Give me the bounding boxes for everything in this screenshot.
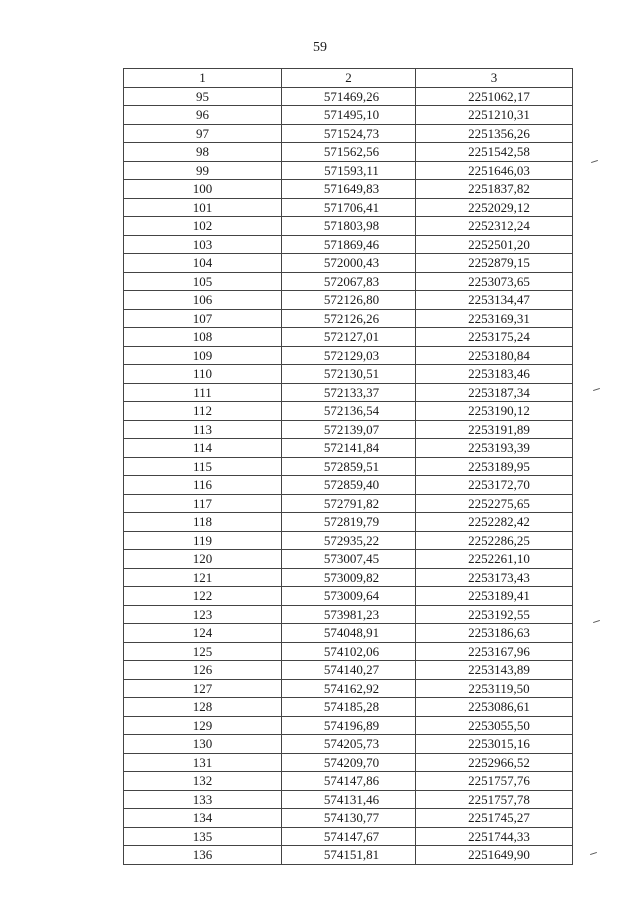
table-row xyxy=(124,161,573,180)
point-number-cell: 115 xyxy=(124,457,282,476)
point-number-cell: 121 xyxy=(124,568,282,587)
x-coordinate-cell: 572133,37 xyxy=(282,383,416,402)
y-coordinate-cell: 2251837,82 xyxy=(416,180,573,199)
y-coordinate-cell: 2252275,65 xyxy=(416,494,573,513)
table-row xyxy=(124,661,573,680)
table-row xyxy=(124,494,573,513)
y-coordinate-cell: 2253055,50 xyxy=(416,716,573,735)
y-coordinate-cell: 2253119,50 xyxy=(416,679,573,698)
table-row xyxy=(124,124,573,143)
table-row xyxy=(124,198,573,217)
y-coordinate-cell: 2253189,95 xyxy=(416,457,573,476)
point-number-cell: 98 xyxy=(124,143,282,162)
table-row xyxy=(124,772,573,791)
y-coordinate-cell: 2253073,65 xyxy=(416,272,573,291)
x-coordinate-cell: 572859,40 xyxy=(282,476,416,495)
y-coordinate-cell: 2253086,61 xyxy=(416,698,573,717)
x-coordinate-cell: 572141,84 xyxy=(282,439,416,458)
y-coordinate-cell: 2251356,26 xyxy=(416,124,573,143)
table-row xyxy=(124,698,573,717)
point-number-cell: 107 xyxy=(124,309,282,328)
table-row xyxy=(124,346,573,365)
table-row xyxy=(124,328,573,347)
y-coordinate-cell: 2253186,63 xyxy=(416,624,573,643)
y-coordinate-cell: 2253192,55 xyxy=(416,605,573,624)
y-coordinate-cell: 2253169,31 xyxy=(416,309,573,328)
table-row xyxy=(124,809,573,828)
column-header: 1 xyxy=(124,69,282,88)
table-row xyxy=(124,439,573,458)
point-number-cell: 129 xyxy=(124,716,282,735)
table-row xyxy=(124,735,573,754)
y-coordinate-cell: 2252286,25 xyxy=(416,531,573,550)
y-coordinate-cell: 2253189,41 xyxy=(416,587,573,606)
point-number-cell: 102 xyxy=(124,217,282,236)
x-coordinate-cell: 574162,92 xyxy=(282,679,416,698)
y-coordinate-cell: 2252966,52 xyxy=(416,753,573,772)
y-coordinate-cell: 2253175,24 xyxy=(416,328,573,347)
point-number-cell: 104 xyxy=(124,254,282,273)
y-coordinate-cell: 2251210,31 xyxy=(416,106,573,125)
x-coordinate-cell: 574147,67 xyxy=(282,827,416,846)
point-number-cell: 100 xyxy=(124,180,282,199)
table-row xyxy=(124,235,573,254)
x-coordinate-cell: 574102,06 xyxy=(282,642,416,661)
x-coordinate-cell: 574048,91 xyxy=(282,624,416,643)
x-coordinate-cell: 574196,89 xyxy=(282,716,416,735)
point-number-cell: 126 xyxy=(124,661,282,680)
x-coordinate-cell: 571562,56 xyxy=(282,143,416,162)
y-coordinate-cell: 2252312,24 xyxy=(416,217,573,236)
y-coordinate-cell: 2253172,70 xyxy=(416,476,573,495)
table-row xyxy=(124,309,573,328)
point-number-cell: 132 xyxy=(124,772,282,791)
point-number-cell: 122 xyxy=(124,587,282,606)
x-coordinate-cell: 572126,26 xyxy=(282,309,416,328)
table-row xyxy=(124,550,573,569)
x-coordinate-cell: 574140,27 xyxy=(282,661,416,680)
x-coordinate-cell: 571593,11 xyxy=(282,161,416,180)
x-coordinate-cell: 574147,86 xyxy=(282,772,416,791)
x-coordinate-cell: 572139,07 xyxy=(282,420,416,439)
table-row xyxy=(124,106,573,125)
point-number-cell: 101 xyxy=(124,198,282,217)
table-row xyxy=(124,365,573,384)
point-number-cell: 110 xyxy=(124,365,282,384)
table-row xyxy=(124,291,573,310)
x-coordinate-cell: 571649,83 xyxy=(282,180,416,199)
table-row xyxy=(124,402,573,421)
y-coordinate-cell: 2251649,90 xyxy=(416,846,573,865)
point-number-cell: 123 xyxy=(124,605,282,624)
x-coordinate-cell: 574151,81 xyxy=(282,846,416,865)
table-row xyxy=(124,217,573,236)
x-coordinate-cell: 571706,41 xyxy=(282,198,416,217)
x-coordinate-cell: 572130,51 xyxy=(282,365,416,384)
point-number-cell: 95 xyxy=(124,87,282,106)
x-coordinate-cell: 572819,79 xyxy=(282,513,416,532)
y-coordinate-cell: 2251744,33 xyxy=(416,827,573,846)
x-coordinate-cell: 574209,70 xyxy=(282,753,416,772)
table-row xyxy=(124,679,573,698)
point-number-cell: 118 xyxy=(124,513,282,532)
table-row xyxy=(124,420,573,439)
x-coordinate-cell: 573007,45 xyxy=(282,550,416,569)
point-number-cell: 111 xyxy=(124,383,282,402)
margin-mark xyxy=(593,388,600,391)
point-number-cell: 131 xyxy=(124,753,282,772)
point-number-cell: 120 xyxy=(124,550,282,569)
x-coordinate-cell: 572136,54 xyxy=(282,402,416,421)
table-row xyxy=(124,587,573,606)
y-coordinate-cell: 2251646,03 xyxy=(416,161,573,180)
y-coordinate-cell: 2253180,84 xyxy=(416,346,573,365)
x-coordinate-cell: 573981,23 xyxy=(282,605,416,624)
point-number-cell: 114 xyxy=(124,439,282,458)
point-number-cell: 133 xyxy=(124,790,282,809)
y-coordinate-cell: 2252879,15 xyxy=(416,254,573,273)
y-coordinate-cell: 2253143,89 xyxy=(416,661,573,680)
y-coordinate-cell: 2252282,42 xyxy=(416,513,573,532)
point-number-cell: 127 xyxy=(124,679,282,698)
point-number-cell: 103 xyxy=(124,235,282,254)
point-number-cell: 136 xyxy=(124,846,282,865)
point-number-cell: 105 xyxy=(124,272,282,291)
table-row xyxy=(124,846,573,865)
point-number-cell: 135 xyxy=(124,827,282,846)
y-coordinate-cell: 2251062,17 xyxy=(416,87,573,106)
y-coordinate-cell: 2253190,12 xyxy=(416,402,573,421)
table-header-row xyxy=(124,69,573,88)
table-row xyxy=(124,87,573,106)
margin-mark xyxy=(590,852,597,855)
x-coordinate-cell: 574130,77 xyxy=(282,809,416,828)
column-header: 3 xyxy=(416,69,573,88)
y-coordinate-cell: 2251745,27 xyxy=(416,809,573,828)
x-coordinate-cell: 574185,28 xyxy=(282,698,416,717)
table-row xyxy=(124,568,573,587)
y-coordinate-cell: 2253015,16 xyxy=(416,735,573,754)
table-row xyxy=(124,254,573,273)
y-coordinate-cell: 2253134,47 xyxy=(416,291,573,310)
table-row xyxy=(124,531,573,550)
x-coordinate-cell: 572791,82 xyxy=(282,494,416,513)
x-coordinate-cell: 572126,80 xyxy=(282,291,416,310)
table-row xyxy=(124,827,573,846)
point-number-cell: 117 xyxy=(124,494,282,513)
y-coordinate-cell: 2253191,89 xyxy=(416,420,573,439)
table-row xyxy=(124,476,573,495)
table-row xyxy=(124,272,573,291)
point-number-cell: 97 xyxy=(124,124,282,143)
x-coordinate-cell: 572127,01 xyxy=(282,328,416,347)
column-header: 2 xyxy=(282,69,416,88)
x-coordinate-cell: 572859,51 xyxy=(282,457,416,476)
y-coordinate-cell: 2251757,76 xyxy=(416,772,573,791)
x-coordinate-cell: 574205,73 xyxy=(282,735,416,754)
point-number-cell: 106 xyxy=(124,291,282,310)
table-row xyxy=(124,642,573,661)
x-coordinate-cell: 571803,98 xyxy=(282,217,416,236)
margin-mark xyxy=(591,160,598,163)
y-coordinate-cell: 2252501,20 xyxy=(416,235,573,254)
x-coordinate-cell: 573009,64 xyxy=(282,587,416,606)
point-number-cell: 116 xyxy=(124,476,282,495)
x-coordinate-cell: 571869,46 xyxy=(282,235,416,254)
point-number-cell: 109 xyxy=(124,346,282,365)
y-coordinate-cell: 2253173,43 xyxy=(416,568,573,587)
x-coordinate-cell: 571469,26 xyxy=(282,87,416,106)
y-coordinate-cell: 2252261,10 xyxy=(416,550,573,569)
point-number-cell: 119 xyxy=(124,531,282,550)
table-row xyxy=(124,180,573,199)
coordinates-table xyxy=(123,68,573,865)
y-coordinate-cell: 2253183,46 xyxy=(416,365,573,384)
point-number-cell: 113 xyxy=(124,420,282,439)
table-row xyxy=(124,383,573,402)
x-coordinate-cell: 572000,43 xyxy=(282,254,416,273)
table-row xyxy=(124,457,573,476)
point-number-cell: 134 xyxy=(124,809,282,828)
table-row xyxy=(124,605,573,624)
point-number-cell: 125 xyxy=(124,642,282,661)
table-row xyxy=(124,513,573,532)
point-number-cell: 124 xyxy=(124,624,282,643)
table-row xyxy=(124,143,573,162)
y-coordinate-cell: 2253187,34 xyxy=(416,383,573,402)
x-coordinate-cell: 572067,83 xyxy=(282,272,416,291)
margin-mark xyxy=(593,620,600,623)
y-coordinate-cell: 2252029,12 xyxy=(416,198,573,217)
y-coordinate-cell: 2253193,39 xyxy=(416,439,573,458)
x-coordinate-cell: 572935,22 xyxy=(282,531,416,550)
point-number-cell: 108 xyxy=(124,328,282,347)
table-row xyxy=(124,790,573,809)
x-coordinate-cell: 572129,03 xyxy=(282,346,416,365)
table-row xyxy=(124,716,573,735)
table-body xyxy=(124,87,573,864)
table-row xyxy=(124,753,573,772)
x-coordinate-cell: 573009,82 xyxy=(282,568,416,587)
point-number-cell: 112 xyxy=(124,402,282,421)
point-number-cell: 128 xyxy=(124,698,282,717)
y-coordinate-cell: 2251542,58 xyxy=(416,143,573,162)
table-row xyxy=(124,624,573,643)
page-number: 59 xyxy=(313,40,327,55)
x-coordinate-cell: 571495,10 xyxy=(282,106,416,125)
point-number-cell: 130 xyxy=(124,735,282,754)
point-number-cell: 99 xyxy=(124,161,282,180)
x-coordinate-cell: 574131,46 xyxy=(282,790,416,809)
point-number-cell: 96 xyxy=(124,106,282,125)
y-coordinate-cell: 2253167,96 xyxy=(416,642,573,661)
y-coordinate-cell: 2251757,78 xyxy=(416,790,573,809)
x-coordinate-cell: 571524,73 xyxy=(282,124,416,143)
